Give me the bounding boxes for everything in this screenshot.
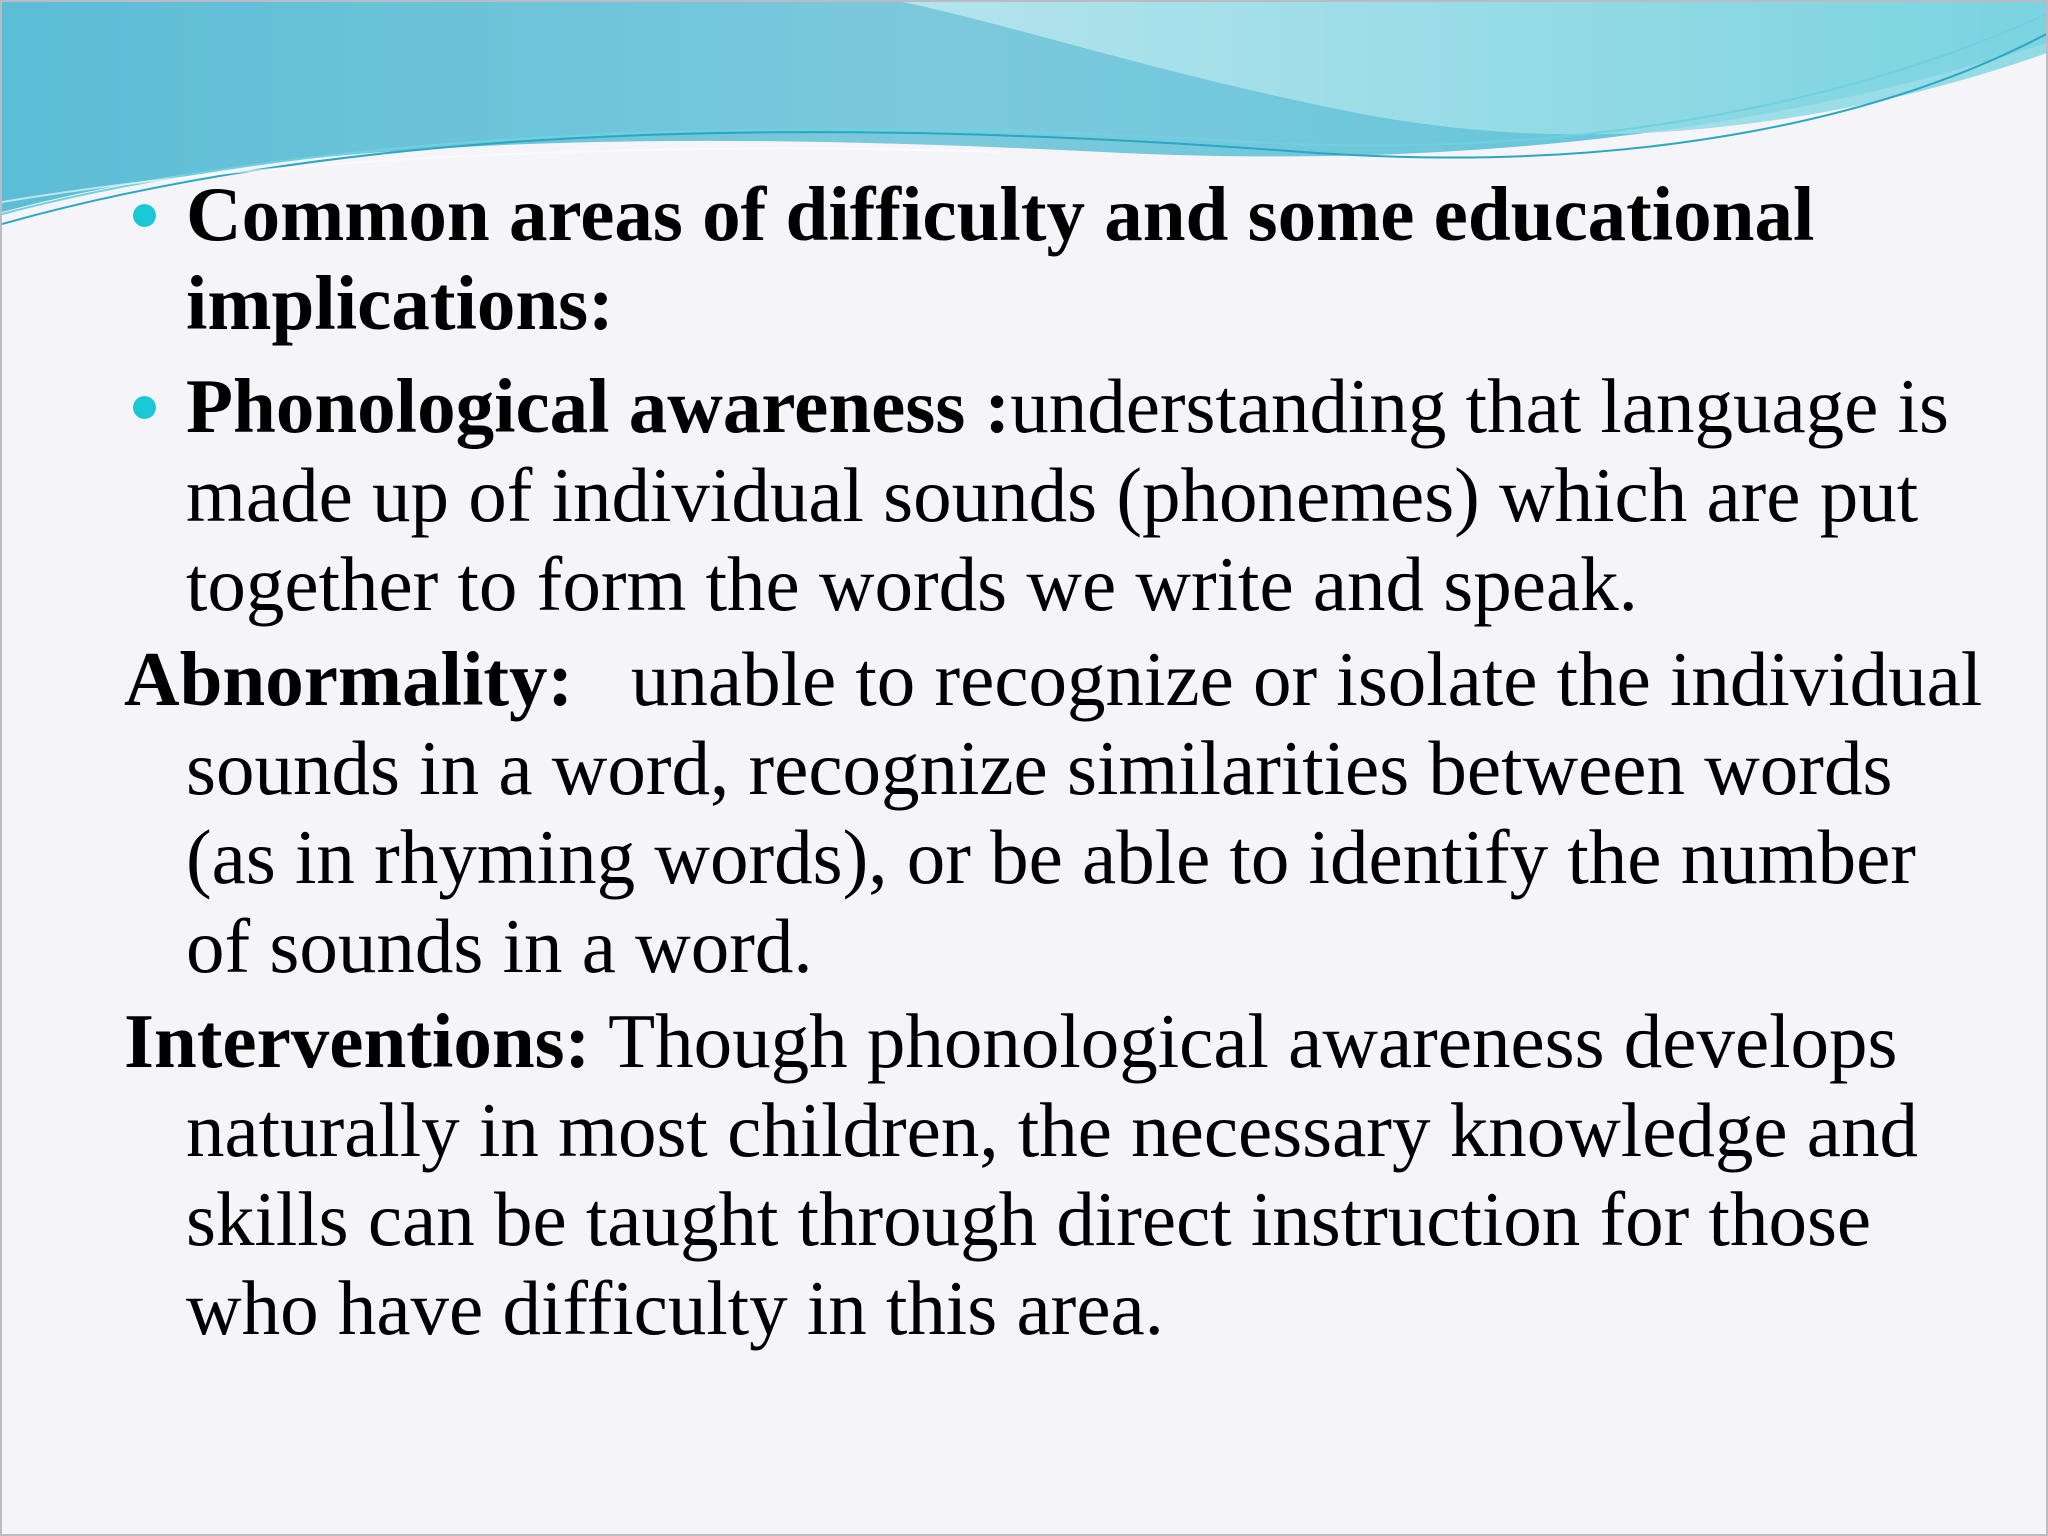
label-phonological-awareness: Phonological awareness : [186,363,1011,449]
paragraph-abnormality [124,635,2002,991]
phonological-awareness-definition: understanding that language is made up of individual sounds (phonemes) which are put together to form the words we write and speak. [186,363,1949,627]
slide-body [124,170,2002,1353]
abnormality-text: unable to recognize or isolate the individual sounds in a word, recognize similarities between words (as in rhyming words), or be able to identify the number of sounds in a word. [186,636,2002,989]
bullet-common-areas [124,170,1984,348]
label-interventions: Interventions: [124,998,591,1084]
interventions-text: Though phonological awareness develops naturally in most children, the necessary knowledge and skills can be taught through direct instruction for those who have difficulty in this area. [186,998,1938,1351]
paragraph-interventions [124,997,1984,1353]
bullet-phonological-awareness [124,362,1984,629]
heading-common-areas: Common areas of difficulty and some educational implications: [186,171,1815,346]
label-abnormality: Abnormality: [124,636,574,722]
